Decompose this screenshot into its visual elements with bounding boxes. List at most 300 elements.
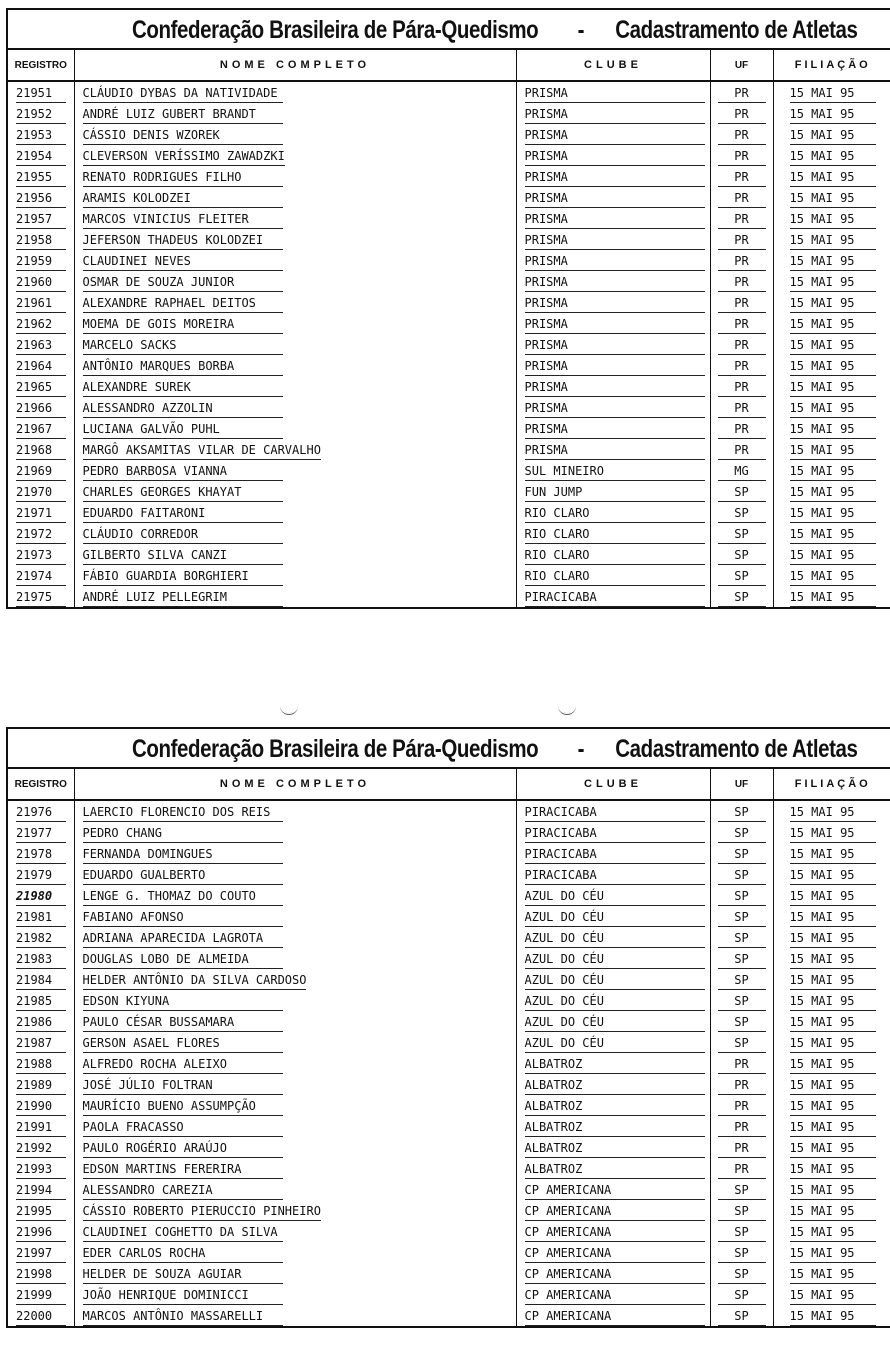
registro-cell	[8, 334, 74, 355]
athletes-table	[8, 50, 890, 607]
registro-cell-text: 21974	[16, 569, 66, 586]
table-row	[8, 822, 890, 843]
registro-cell	[8, 1200, 74, 1221]
filiacao-cell-text: 15 MAI 95	[790, 254, 876, 271]
clube-cell	[516, 376, 710, 397]
uf-cell	[710, 355, 773, 376]
table-row	[8, 523, 890, 544]
clube-cell	[516, 439, 710, 460]
clube-cell	[516, 565, 710, 586]
registro-cell-text: 21970	[16, 485, 66, 502]
clube-cell	[516, 1074, 710, 1095]
uf-cell-text: MG	[718, 464, 766, 481]
table-row	[8, 81, 890, 103]
registro-cell	[8, 418, 74, 439]
registro-cell	[8, 1158, 74, 1179]
nome-cell	[74, 1053, 516, 1074]
clube-cell	[516, 271, 710, 292]
nome-cell-text: HELDER ANTÔNIO DA SILVA CARDOSO	[83, 973, 307, 990]
registro-cell-text: 21987	[16, 1036, 66, 1053]
filiacao-cell	[773, 1011, 890, 1032]
filiacao-cell-text: 15 MAI 95	[790, 1078, 876, 1095]
registro-cell-text: 21980	[16, 889, 66, 906]
registro-cell-text: 21959	[16, 254, 66, 271]
nome-cell-text: CHARLES GEORGES KHAYAT	[83, 485, 283, 502]
table-row	[8, 544, 890, 565]
uf-cell	[710, 124, 773, 145]
table-row	[8, 885, 890, 906]
registro-cell	[8, 460, 74, 481]
registro-cell	[8, 948, 74, 969]
registro-cell	[8, 800, 74, 822]
table-row	[8, 1305, 890, 1326]
uf-cell	[710, 885, 773, 906]
uf-cell-text: PR	[718, 86, 766, 103]
clube-cell	[516, 586, 710, 607]
registro-cell-text: 21995	[16, 1204, 66, 1221]
filiacao-cell-text: 15 MAI 95	[790, 590, 876, 607]
uf-cell-text: PR	[718, 254, 766, 271]
nome-cell-text: ALEXANDRE RAPHAEL DEITOS	[83, 296, 283, 313]
filiacao-cell-text: 15 MAI 95	[790, 826, 876, 843]
title-separator: -	[577, 16, 585, 44]
header-filiacao: FILIAÇÃO	[773, 50, 890, 81]
filiacao-cell-text: 15 MAI 95	[790, 805, 876, 822]
nome-cell-text: JOÃO HENRIQUE DOMINICCI	[83, 1288, 283, 1305]
nome-cell-text: EDSON MARTINS FERERIRA	[83, 1162, 283, 1179]
table-row	[8, 145, 890, 166]
nome-cell	[74, 313, 516, 334]
table-row	[8, 271, 890, 292]
clube-cell-text: RIO CLARO	[525, 548, 705, 565]
registro-cell-text: 21965	[16, 380, 66, 397]
registro-cell-text: 21957	[16, 212, 66, 229]
uf-cell	[710, 481, 773, 502]
table-row	[8, 969, 890, 990]
filiacao-cell	[773, 1221, 890, 1242]
sheet-title-row	[8, 10, 890, 50]
filiacao-cell-text: 15 MAI 95	[790, 973, 876, 990]
table-row	[8, 103, 890, 124]
clube-cell-text: AZUL DO CÉU	[525, 973, 705, 990]
uf-cell-text: SP	[718, 1204, 766, 1221]
uf-cell	[710, 969, 773, 990]
registro-cell	[8, 355, 74, 376]
uf-cell-text: PR	[718, 422, 766, 439]
uf-cell-text: PR	[718, 212, 766, 229]
filiacao-cell-text: 15 MAI 95	[790, 86, 876, 103]
nome-cell-text: ARAMIS KOLODZEI	[83, 191, 283, 208]
nome-cell	[74, 334, 516, 355]
uf-cell	[710, 1116, 773, 1137]
registro-cell-text: 21985	[16, 994, 66, 1011]
table-row	[8, 1221, 890, 1242]
header-clube: CLUBE	[516, 769, 710, 800]
nome-cell-text: FÁBIO GUARDIA BORGHIERI	[83, 569, 283, 586]
table-header-row	[8, 769, 890, 800]
nome-cell	[74, 460, 516, 481]
nome-cell	[74, 544, 516, 565]
uf-cell-text: SP	[718, 994, 766, 1011]
table-row	[8, 800, 890, 822]
filiacao-cell-text: 15 MAI 95	[790, 1204, 876, 1221]
filiacao-cell	[773, 1242, 890, 1263]
uf-cell	[710, 1242, 773, 1263]
filiacao-cell-text: 15 MAI 95	[790, 569, 876, 586]
clube-cell	[516, 1053, 710, 1074]
filiacao-cell-text: 15 MAI 95	[790, 275, 876, 292]
nome-cell	[74, 1032, 516, 1053]
clube-cell-text: CP AMERICANA	[525, 1204, 705, 1221]
uf-cell-text: PR	[718, 443, 766, 460]
clube-cell	[516, 948, 710, 969]
registro-cell	[8, 1074, 74, 1095]
registro-cell-text: 21997	[16, 1246, 66, 1263]
nome-cell	[74, 927, 516, 948]
registro-cell	[8, 906, 74, 927]
uf-cell	[710, 948, 773, 969]
nome-cell-text: JEFERSON THADEUS KOLODZEI	[83, 233, 283, 250]
table-row	[8, 1011, 890, 1032]
registration-sheet-2	[6, 727, 890, 1328]
registro-cell-text: 21954	[16, 149, 66, 166]
uf-cell	[710, 81, 773, 103]
uf-cell-text: PR	[718, 1099, 766, 1116]
table-row	[8, 1200, 890, 1221]
registro-cell	[8, 864, 74, 885]
uf-cell-text: SP	[718, 1288, 766, 1305]
nome-cell-text: CLAUDINEI COGHETTO DA SILVA	[83, 1225, 283, 1242]
clube-cell	[516, 250, 710, 271]
registro-cell	[8, 885, 74, 906]
nome-cell-text: PAULO ROGÉRIO ARAÚJO	[83, 1141, 283, 1158]
clube-cell-text: PIRACICABA	[525, 868, 705, 885]
nome-cell-text: PEDRO CHANG	[83, 826, 283, 843]
clube-cell	[516, 1095, 710, 1116]
filiacao-cell	[773, 927, 890, 948]
filiacao-cell	[773, 208, 890, 229]
clube-cell-text: ALBATROZ	[525, 1120, 705, 1137]
uf-cell	[710, 502, 773, 523]
nome-cell	[74, 292, 516, 313]
filiacao-cell-text: 15 MAI 95	[790, 1183, 876, 1200]
clube-cell	[516, 1116, 710, 1137]
uf-cell-text: SP	[718, 527, 766, 544]
uf-cell	[710, 1263, 773, 1284]
clube-cell	[516, 81, 710, 103]
nome-cell-text: MARCOS VINICIUS FLEITER	[83, 212, 283, 229]
table-row	[8, 1053, 890, 1074]
clube-cell-text: PRISMA	[525, 401, 705, 418]
uf-cell-text: SP	[718, 569, 766, 586]
filiacao-cell-text: 15 MAI 95	[790, 1288, 876, 1305]
uf-cell-text: SP	[718, 826, 766, 843]
table-row	[8, 124, 890, 145]
filiacao-cell-text: 15 MAI 95	[790, 1141, 876, 1158]
clube-cell	[516, 103, 710, 124]
uf-cell-text: SP	[718, 805, 766, 822]
registro-cell	[8, 544, 74, 565]
filiacao-cell	[773, 81, 890, 103]
uf-cell	[710, 1032, 773, 1053]
registro-cell-text: 21982	[16, 931, 66, 948]
registro-cell	[8, 1263, 74, 1284]
nome-cell	[74, 586, 516, 607]
registro-cell-text: 21958	[16, 233, 66, 250]
sheet-title	[132, 732, 858, 767]
table-row	[8, 990, 890, 1011]
registro-cell	[8, 969, 74, 990]
filiacao-cell	[773, 229, 890, 250]
punch-hole-mark	[558, 706, 576, 715]
filiacao-cell	[773, 145, 890, 166]
clube-cell-text: AZUL DO CÉU	[525, 931, 705, 948]
nome-cell-text: EDUARDO FAITARONI	[83, 506, 283, 523]
uf-cell-text: SP	[718, 548, 766, 565]
clube-cell	[516, 1158, 710, 1179]
registro-cell	[8, 103, 74, 124]
nome-cell	[74, 864, 516, 885]
filiacao-cell	[773, 334, 890, 355]
clube-cell-text: AZUL DO CÉU	[525, 910, 705, 927]
nome-cell-text: FABIANO AFONSO	[83, 910, 283, 927]
clube-cell-text: ALBATROZ	[525, 1057, 705, 1074]
nome-cell	[74, 250, 516, 271]
nome-cell-text: MARCELO SACKS	[83, 338, 283, 355]
uf-cell	[710, 544, 773, 565]
uf-cell-text: PR	[718, 1120, 766, 1137]
registro-cell	[8, 124, 74, 145]
clube-cell	[516, 864, 710, 885]
registro-cell	[8, 1284, 74, 1305]
uf-cell	[710, 1074, 773, 1095]
clube-cell-text: PRISMA	[525, 443, 705, 460]
nome-cell-text: LUCIANA GALVÃO PUHL	[83, 422, 283, 439]
clube-cell	[516, 124, 710, 145]
filiacao-cell-text: 15 MAI 95	[790, 1225, 876, 1242]
registro-cell	[8, 1221, 74, 1242]
registro-cell	[8, 166, 74, 187]
uf-cell-text: PR	[718, 107, 766, 124]
clube-cell	[516, 1263, 710, 1284]
uf-cell	[710, 397, 773, 418]
uf-cell-text: SP	[718, 847, 766, 864]
uf-cell-text: PR	[718, 338, 766, 355]
filiacao-cell-text: 15 MAI 95	[790, 359, 876, 376]
filiacao-cell-text: 15 MAI 95	[790, 401, 876, 418]
nome-cell-text: CLÁUDIO CORREDOR	[83, 527, 283, 544]
filiacao-cell	[773, 418, 890, 439]
nome-cell	[74, 124, 516, 145]
uf-cell	[710, 906, 773, 927]
nome-cell	[74, 906, 516, 927]
nome-cell-text: ANDRÉ LUIZ PELLEGRIM	[83, 590, 283, 607]
filiacao-cell-text: 15 MAI 95	[790, 952, 876, 969]
registration-sheet-1	[6, 8, 890, 609]
nome-cell-text: CLÁUDIO DYBAS DA NATIVIDADE	[83, 86, 283, 103]
uf-cell	[710, 460, 773, 481]
table-row	[8, 397, 890, 418]
registro-cell-text: 21999	[16, 1288, 66, 1305]
clube-cell	[516, 1305, 710, 1326]
nome-cell	[74, 397, 516, 418]
nome-cell	[74, 1200, 516, 1221]
table-row	[8, 1242, 890, 1263]
punch-hole-mark	[280, 706, 298, 715]
uf-cell	[710, 927, 773, 948]
clube-cell	[516, 166, 710, 187]
nome-cell	[74, 1221, 516, 1242]
clube-cell-text: PRISMA	[525, 233, 705, 250]
registro-cell-text: 21983	[16, 952, 66, 969]
registro-cell	[8, 1032, 74, 1053]
nome-cell	[74, 145, 516, 166]
sheet-title-row	[8, 729, 890, 769]
clube-cell-text: PRISMA	[525, 275, 705, 292]
nome-cell-text: MARCOS ANTÔNIO MASSARELLI	[83, 1309, 283, 1326]
table-row	[8, 864, 890, 885]
athletes-table	[8, 769, 890, 1326]
uf-cell-text: PR	[718, 1162, 766, 1179]
nome-cell	[74, 418, 516, 439]
registro-cell-text: 21989	[16, 1078, 66, 1095]
clube-cell-text: CP AMERICANA	[525, 1225, 705, 1242]
clube-cell-text: RIO CLARO	[525, 569, 705, 586]
filiacao-cell	[773, 397, 890, 418]
nome-cell	[74, 1284, 516, 1305]
clube-cell	[516, 355, 710, 376]
clube-cell-text: PRISMA	[525, 86, 705, 103]
nome-cell	[74, 1011, 516, 1032]
nome-cell	[74, 229, 516, 250]
header-filiacao: FILIAÇÃO	[773, 769, 890, 800]
registro-cell	[8, 397, 74, 418]
uf-cell-text: PR	[718, 359, 766, 376]
filiacao-cell-text: 15 MAI 95	[790, 107, 876, 124]
registro-cell	[8, 1011, 74, 1032]
clube-cell	[516, 523, 710, 544]
uf-cell	[710, 1011, 773, 1032]
clube-cell	[516, 460, 710, 481]
filiacao-cell-text: 15 MAI 95	[790, 464, 876, 481]
filiacao-cell	[773, 864, 890, 885]
clube-cell	[516, 1242, 710, 1263]
clube-cell-text: PRISMA	[525, 380, 705, 397]
registro-cell-text: 21963	[16, 338, 66, 355]
clube-cell-text: CP AMERICANA	[525, 1288, 705, 1305]
registro-cell-text: 21984	[16, 973, 66, 990]
registro-cell-text: 21953	[16, 128, 66, 145]
uf-cell-text: SP	[718, 1036, 766, 1053]
filiacao-cell-text: 15 MAI 95	[790, 910, 876, 927]
uf-cell-text: SP	[718, 889, 766, 906]
clube-cell	[516, 1137, 710, 1158]
clube-cell	[516, 397, 710, 418]
nome-cell-text: FERNANDA DOMINGUES	[83, 847, 283, 864]
uf-cell-text: SP	[718, 1183, 766, 1200]
uf-cell	[710, 376, 773, 397]
filiacao-cell-text: 15 MAI 95	[790, 931, 876, 948]
filiacao-cell	[773, 1200, 890, 1221]
registro-cell-text: 21977	[16, 826, 66, 843]
uf-cell	[710, 1137, 773, 1158]
table-row	[8, 843, 890, 864]
table-row	[8, 229, 890, 250]
clube-cell-text: PRISMA	[525, 212, 705, 229]
uf-cell	[710, 103, 773, 124]
title-right: Cadastramento de Atletas	[615, 16, 858, 44]
table-row	[8, 586, 890, 607]
table-row	[8, 948, 890, 969]
uf-cell-text: PR	[718, 275, 766, 292]
table-row	[8, 439, 890, 460]
registro-cell	[8, 502, 74, 523]
filiacao-cell-text: 15 MAI 95	[790, 149, 876, 166]
header-nome: NOME COMPLETO	[74, 769, 516, 800]
registro-cell	[8, 565, 74, 586]
clube-cell-text: PIRACICABA	[525, 826, 705, 843]
nome-cell-text: PAOLA FRACASSO	[83, 1120, 283, 1137]
registro-cell-text: 21994	[16, 1183, 66, 1200]
nome-cell-text: MOEMA DE GOIS MOREIRA	[83, 317, 283, 334]
clube-cell	[516, 502, 710, 523]
uf-cell	[710, 439, 773, 460]
clube-cell-text: PIRACICABA	[525, 805, 705, 822]
filiacao-cell	[773, 502, 890, 523]
registro-cell-text: 21955	[16, 170, 66, 187]
nome-cell-text: LENGE G. THOMAZ DO COUTO	[83, 889, 283, 906]
filiacao-cell	[773, 1158, 890, 1179]
nome-cell	[74, 1242, 516, 1263]
nome-cell	[74, 376, 516, 397]
filiacao-cell	[773, 355, 890, 376]
filiacao-cell	[773, 885, 890, 906]
filiacao-cell	[773, 292, 890, 313]
filiacao-cell	[773, 376, 890, 397]
table-row	[8, 927, 890, 948]
uf-cell-text: PR	[718, 233, 766, 250]
clube-cell	[516, 418, 710, 439]
clube-cell-text: FUN JUMP	[525, 485, 705, 502]
clube-cell-text: PRISMA	[525, 149, 705, 166]
title-left: Confederação Brasileira de Pára-Quedismo	[132, 16, 539, 44]
registro-cell-text: 21956	[16, 191, 66, 208]
nome-cell-text: JOSÉ JÚLIO FOLTRAN	[83, 1078, 283, 1095]
registro-cell	[8, 313, 74, 334]
nome-cell	[74, 822, 516, 843]
uf-cell	[710, 843, 773, 864]
registro-cell-text: 21973	[16, 548, 66, 565]
header-registro: REGISTRO	[8, 50, 74, 81]
registro-cell-text: 21986	[16, 1015, 66, 1032]
uf-cell-text: PR	[718, 380, 766, 397]
registro-cell-text: 21981	[16, 910, 66, 927]
table-row	[8, 1158, 890, 1179]
clube-cell-text: AZUL DO CÉU	[525, 889, 705, 906]
filiacao-cell	[773, 969, 890, 990]
uf-cell	[710, 1200, 773, 1221]
registro-cell	[8, 990, 74, 1011]
title-left: Confederação Brasileira de Pára-Quedismo	[132, 735, 539, 763]
filiacao-cell	[773, 1284, 890, 1305]
uf-cell	[710, 822, 773, 843]
registro-cell	[8, 187, 74, 208]
uf-cell	[710, 1179, 773, 1200]
nome-cell	[74, 1263, 516, 1284]
registro-cell	[8, 481, 74, 502]
clube-cell-text: PRISMA	[525, 296, 705, 313]
clube-cell	[516, 145, 710, 166]
